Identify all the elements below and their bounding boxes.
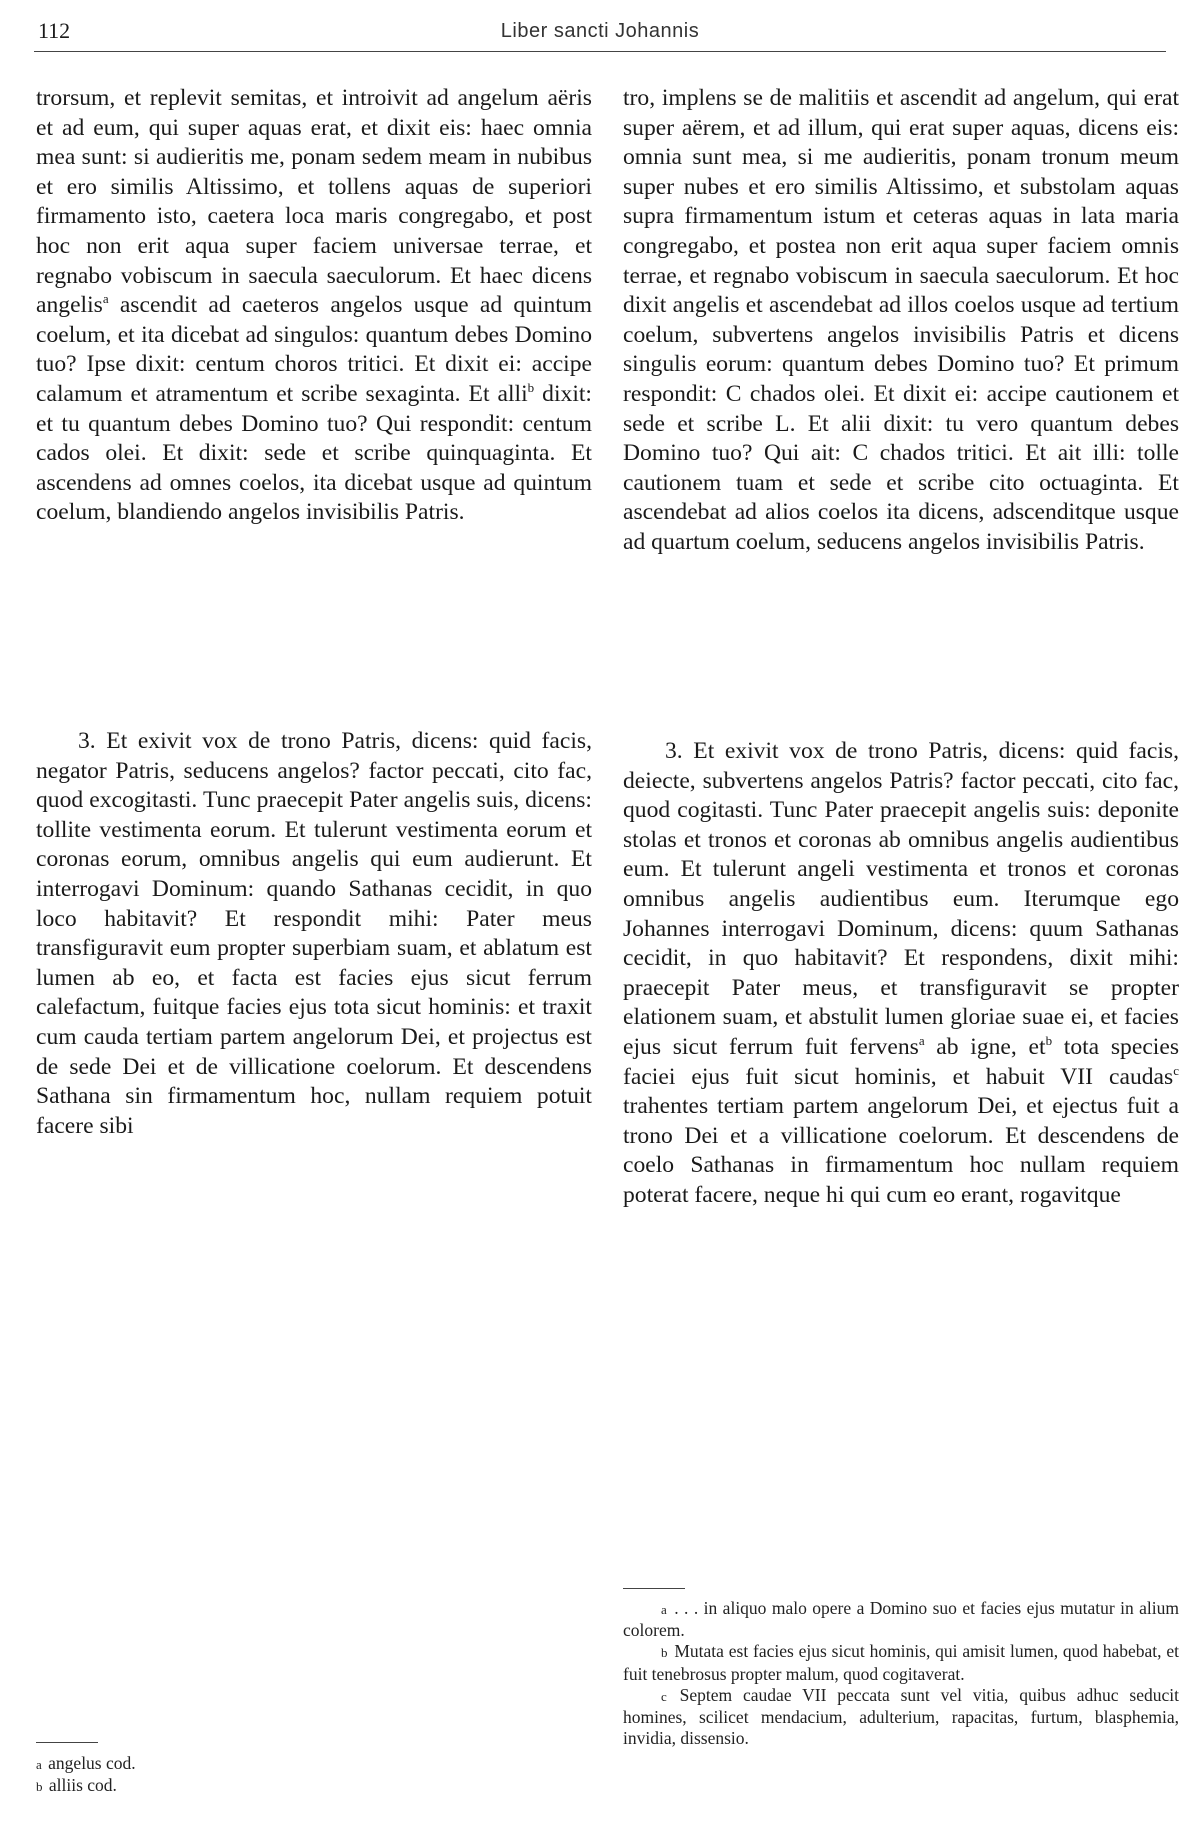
footnote-right-b: b Mutata est facies ejus sicut hominis, qui amisit lumen, quod habebat, et fuit tenebrosus propter malum, quod cogitaverat. bbox=[623, 1641, 1180, 1684]
right-paragraph-2: 3. Et exivit vox de trono Patris, dicens: quid facis, deiecte, subvertens angelos Patris? factor peccati, cito fac, quod cogitasti. Tunc Pater praecepit angelis suis: deponite stolas et tronos et coronas ab omnibus angelis audientibus eum. Et tulerunt angeli vestimenta et tronos et coronas omnibus angelis audientibus eum. Iterumque ego Johannes interrogavi Dominum, dicens: quum Sathanas cecidit, in quo habitavit? Et respondens, dixit mihi: praecepit Pater meus, et transfiguravit se propter elationem suam, et abstulit lumen gloriae suae ei, et facies ejus sicut ferrum fuit fervens$^a$ ab igne, $et^b$ tota species faciei ejus fuit sicut hominis, et habuit VII caudas$^c$ trahentes tertiam partem angelorum Dei, et ejectus fuit a trono Dei et a villicatione coelorum. Et descendens de coelo Sathanas in firmamentum hoc nullam requiem poterat facere, neque hi qui cum eo erant, rogavitque bbox=[623, 738, 1179, 1208]
footnotes-right bbox=[623, 1598, 1179, 1749]
running-title: Liber sancti Johannis bbox=[500, 20, 700, 42]
footnote-ref-a: a bbox=[102, 291, 109, 307]
right-paragraph-1: tro, implens se de malitiis et ascendit ad angelum, qui erat super aërem, et ad illum, qui erat super aquas, dicens eis: omnia sunt mea, si me audieritis, ponam tronum meum super nubes et ero similis Altissimo, et substolam aquas supra firmamentum istum et ceteras aquas in lata maria congregabo, et postea non erit aqua super faciem omnis terrae, et regnabo vobiscum in saecula saeculorum. Et hoc dixit angelis et ascendebat ad illos coelos usque ad tertium coelum, subvertens angelos invisibilis Patris et dicens singulis eorum: quantum debes Domino tuo? Et primum respondit: C chados olei. Et dixit ei: accipe cautionem et sede et scribe L. Et alii dixit: tu vero quantum debes Domino tuo? Qui ait: C chados tritici. Et ait illi: tolle cautionem tuam et sede et scribe cito octuaginta. Et ascendebat ad alios coelos ita dicens, adscenditque usque ad quartum coelum, seducens angelos invisibilis Patris. bbox=[623, 85, 1179, 555]
right-column-section-2 bbox=[623, 737, 1179, 1211]
footnote-left-a: a angelus cod. bbox=[36, 1753, 136, 1773]
footnote-ref-c: c bbox=[1173, 1062, 1179, 1078]
footnote-left-b: b alliis cod. bbox=[36, 1775, 117, 1796]
left-paragraph-1: trorsum, et replevit semitas, et introivit ad angelum aëris et ad eum, qui super aquas erat, et dixit eis: haec omnia mea sunt: si audieritis me, ponam sedem meam in nubibus et ero similis Altissimo, et tollens aquas de superiori firmamento isto, caetera loca maris congregabo, et post hoc non erit aqua super faciem universae terrae, et regnabo vobiscum in saecula saeculorum. Et haec dicens angelis$^a$ ascendit ad caeteros angelos usque ad quintum coelum, et ita dicebat ad singulos: quantum debes Domino tuo? Ipse dixit: centum choros tritici. Et dixit ei: accipe calamum et atramentum et scribe sexaginta. Et alli$^b$ dixit: et tu quantum debes Domino tuo? Qui respondit: centum cados olei. Et dixit: sede et scribe quinquaginta. Et ascendens ad omnes coelos, ita dicebat usque ad quintum coelum, blandiendo angelos invisibilis Patris. bbox=[36, 85, 592, 526]
page-number: 112 bbox=[38, 18, 71, 43]
footnote-ref-b: b bbox=[1045, 1033, 1053, 1049]
page-header bbox=[34, 18, 1166, 48]
footnotes-left bbox=[36, 1753, 336, 1797]
footnote-ref-a: a bbox=[918, 1033, 925, 1049]
left-paragraph-2: 3. Et exivit vox de trono Patris, dicens: quid facis, negator Patris, seducens angelos? factor peccati, cito fac, quod excogitasti. Tunc praecepit Pater angelis suis, dicens: tollite vestimenta eorum. Et tulerunt vestimenta eorum et coronas eorum, omnibus angelis qui eum audierunt. Et interrogavi Dominum: quando Sathanas cecidit, in quo loco habitavit? Et respondit mihi: Pater meus transfiguravit eum propter superbiam suam, et ablatum est lumen ab eo, et facta est facies ejus sicut ferrum calefactum, fuitque facies ejus tota sicut hominis: et traxit cum cauda tertiam partem angelorum Dei, et projectus est de sede Dei et de villicatione coelorum. Et descendens Sathana sin firmamentum hoc, nullam requiem potuit facere sibi bbox=[36, 728, 592, 1139]
footnote-right-c: c Septem caudae VII peccata sunt vel vitia, quibus adhuc seducit homines, scilicet mendacium, adulterium, rapacitas, furtum, blasphemia, invidia, dissensio. bbox=[623, 1684, 1180, 1749]
left-column-section-2 bbox=[36, 727, 592, 1141]
header-rule bbox=[34, 51, 1166, 52]
footnote-rule-left bbox=[36, 1742, 98, 1743]
footnote-ref-b: b bbox=[527, 380, 535, 396]
footnote-right-a: a . . . in aliquo malo opere a Domino suo et facies ejus mutatur in alium colorem. bbox=[623, 1598, 1179, 1641]
right-column-section-1 bbox=[623, 84, 1179, 558]
footnote-rule-right bbox=[623, 1588, 685, 1589]
left-column-section-1 bbox=[36, 84, 592, 528]
